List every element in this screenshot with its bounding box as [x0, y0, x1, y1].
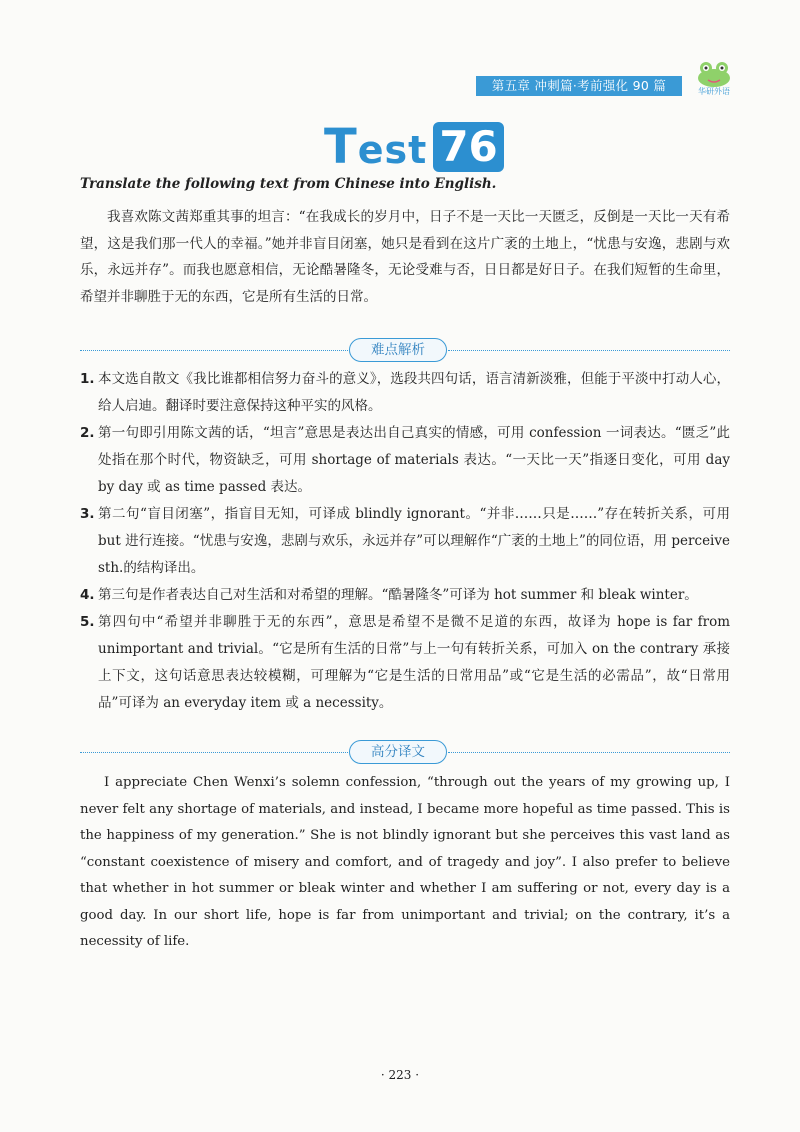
divider-left [80, 350, 348, 351]
translation-text: I appreciate Chen Wenxi’s solemn confession, “through out the years of my growing up, I never felt any shortage of materials, and instead, I became more hopeful as time passed. This is the happiness of my generation.” She is not blindly ignorant but she perceives this vast land as “constant coexistence of misery and comfort, and of tragedy and joy”. I also prefer to believe that whether in hot summer or bleak winter and whether I am suffering or not, every day is a good day. In our short life, hope is far from unimportant and trivial; on the contrary, it’s a necessity of life. [80, 775, 730, 949]
brand-name: 华研外语 [698, 87, 730, 96]
analysis-notes [80, 366, 730, 717]
list-item: 5 . 第四句中“希望并非聊胜于无的东西”，意思是希望不是微不足道的东西，故译为 hope is far from unimportant and trivial。“它是所有生活的日常”与上一句有转折关系，可加入 on the contrary 承接上下文，这句话意思表达较模糊，可理解为“它是生活的日常用品”或“它是生活的必需品”，故“日常用品”可译为 an everyday item 或 a necessity。 [80, 609, 730, 717]
frog-mascot-icon [684, 58, 744, 88]
divider-left [80, 752, 348, 753]
divider-right [448, 350, 730, 351]
list-item: 3 . 第二句“盲目闭塞”，指盲目无知，可译成 blindly ignorant。“并非……只是……”存在转折关系，可用 but 进行连接。“忧患与安逸，悲剧与欢乐，永远并存”可以理解作“广袤的土地上”的同位语，用 perceive sth.的结构译出。 [80, 501, 730, 582]
source-text: 我喜欢陈文茜郑重其事的坦言：“在我成长的岁月中，日子不是一天比一天匮乏，反倒是一天比一天有希望，这是我们那一代人的幸福。”她并非盲目闭塞，她只是看到在这片广袤的土地上，“忧患与安逸，悲剧与欢乐，永远并存”。而我也愿意相信，无论酷暑隆冬，无论受难与否，日日都是好日子。在我们短暂的生命里，希望并非聊胜于无的东西，它是所有生活的日常。 [80, 209, 730, 305]
brand-logo [684, 58, 744, 102]
test-title [324, 118, 504, 175]
translation-heading: 高分译文 [349, 740, 447, 764]
test-number: 76 [433, 122, 503, 172]
chapter-header: 第五章 冲刺篇·考前强化 90 篇 [476, 76, 682, 96]
page-number: · 223 · [380, 1068, 420, 1082]
list-item: 2 . 第一句即引用陈文茜的话，“坦言”意思是表达出自己真实的情感，可用 confession 一词表达。“匮乏”此处指在那个时代，物资缺乏，可用 shortage of materials 表达。“一天比一天”指逐日变化，可用 day by day 或 as time passed 表达。 [80, 420, 730, 501]
divider-right [448, 752, 730, 753]
instruction: Translate the following text from Chinese into English. [80, 176, 497, 192]
analysis-heading: 难点解析 [349, 338, 447, 362]
list-item: 1 . 本文选自散文《我比谁都相信努力奋斗的意义》，选段共四句话，语言清新淡雅，但能于平淡中打动人心，给人启迪。翻译时要注意保持这种平实的风格。 [80, 366, 730, 420]
test-label: Test [324, 119, 428, 175]
list-item: 4 . 第三句是作者表达自己对生活和对希望的理解。“酷暑隆冬”可译为 hot summer 和 bleak winter。 [80, 582, 730, 609]
